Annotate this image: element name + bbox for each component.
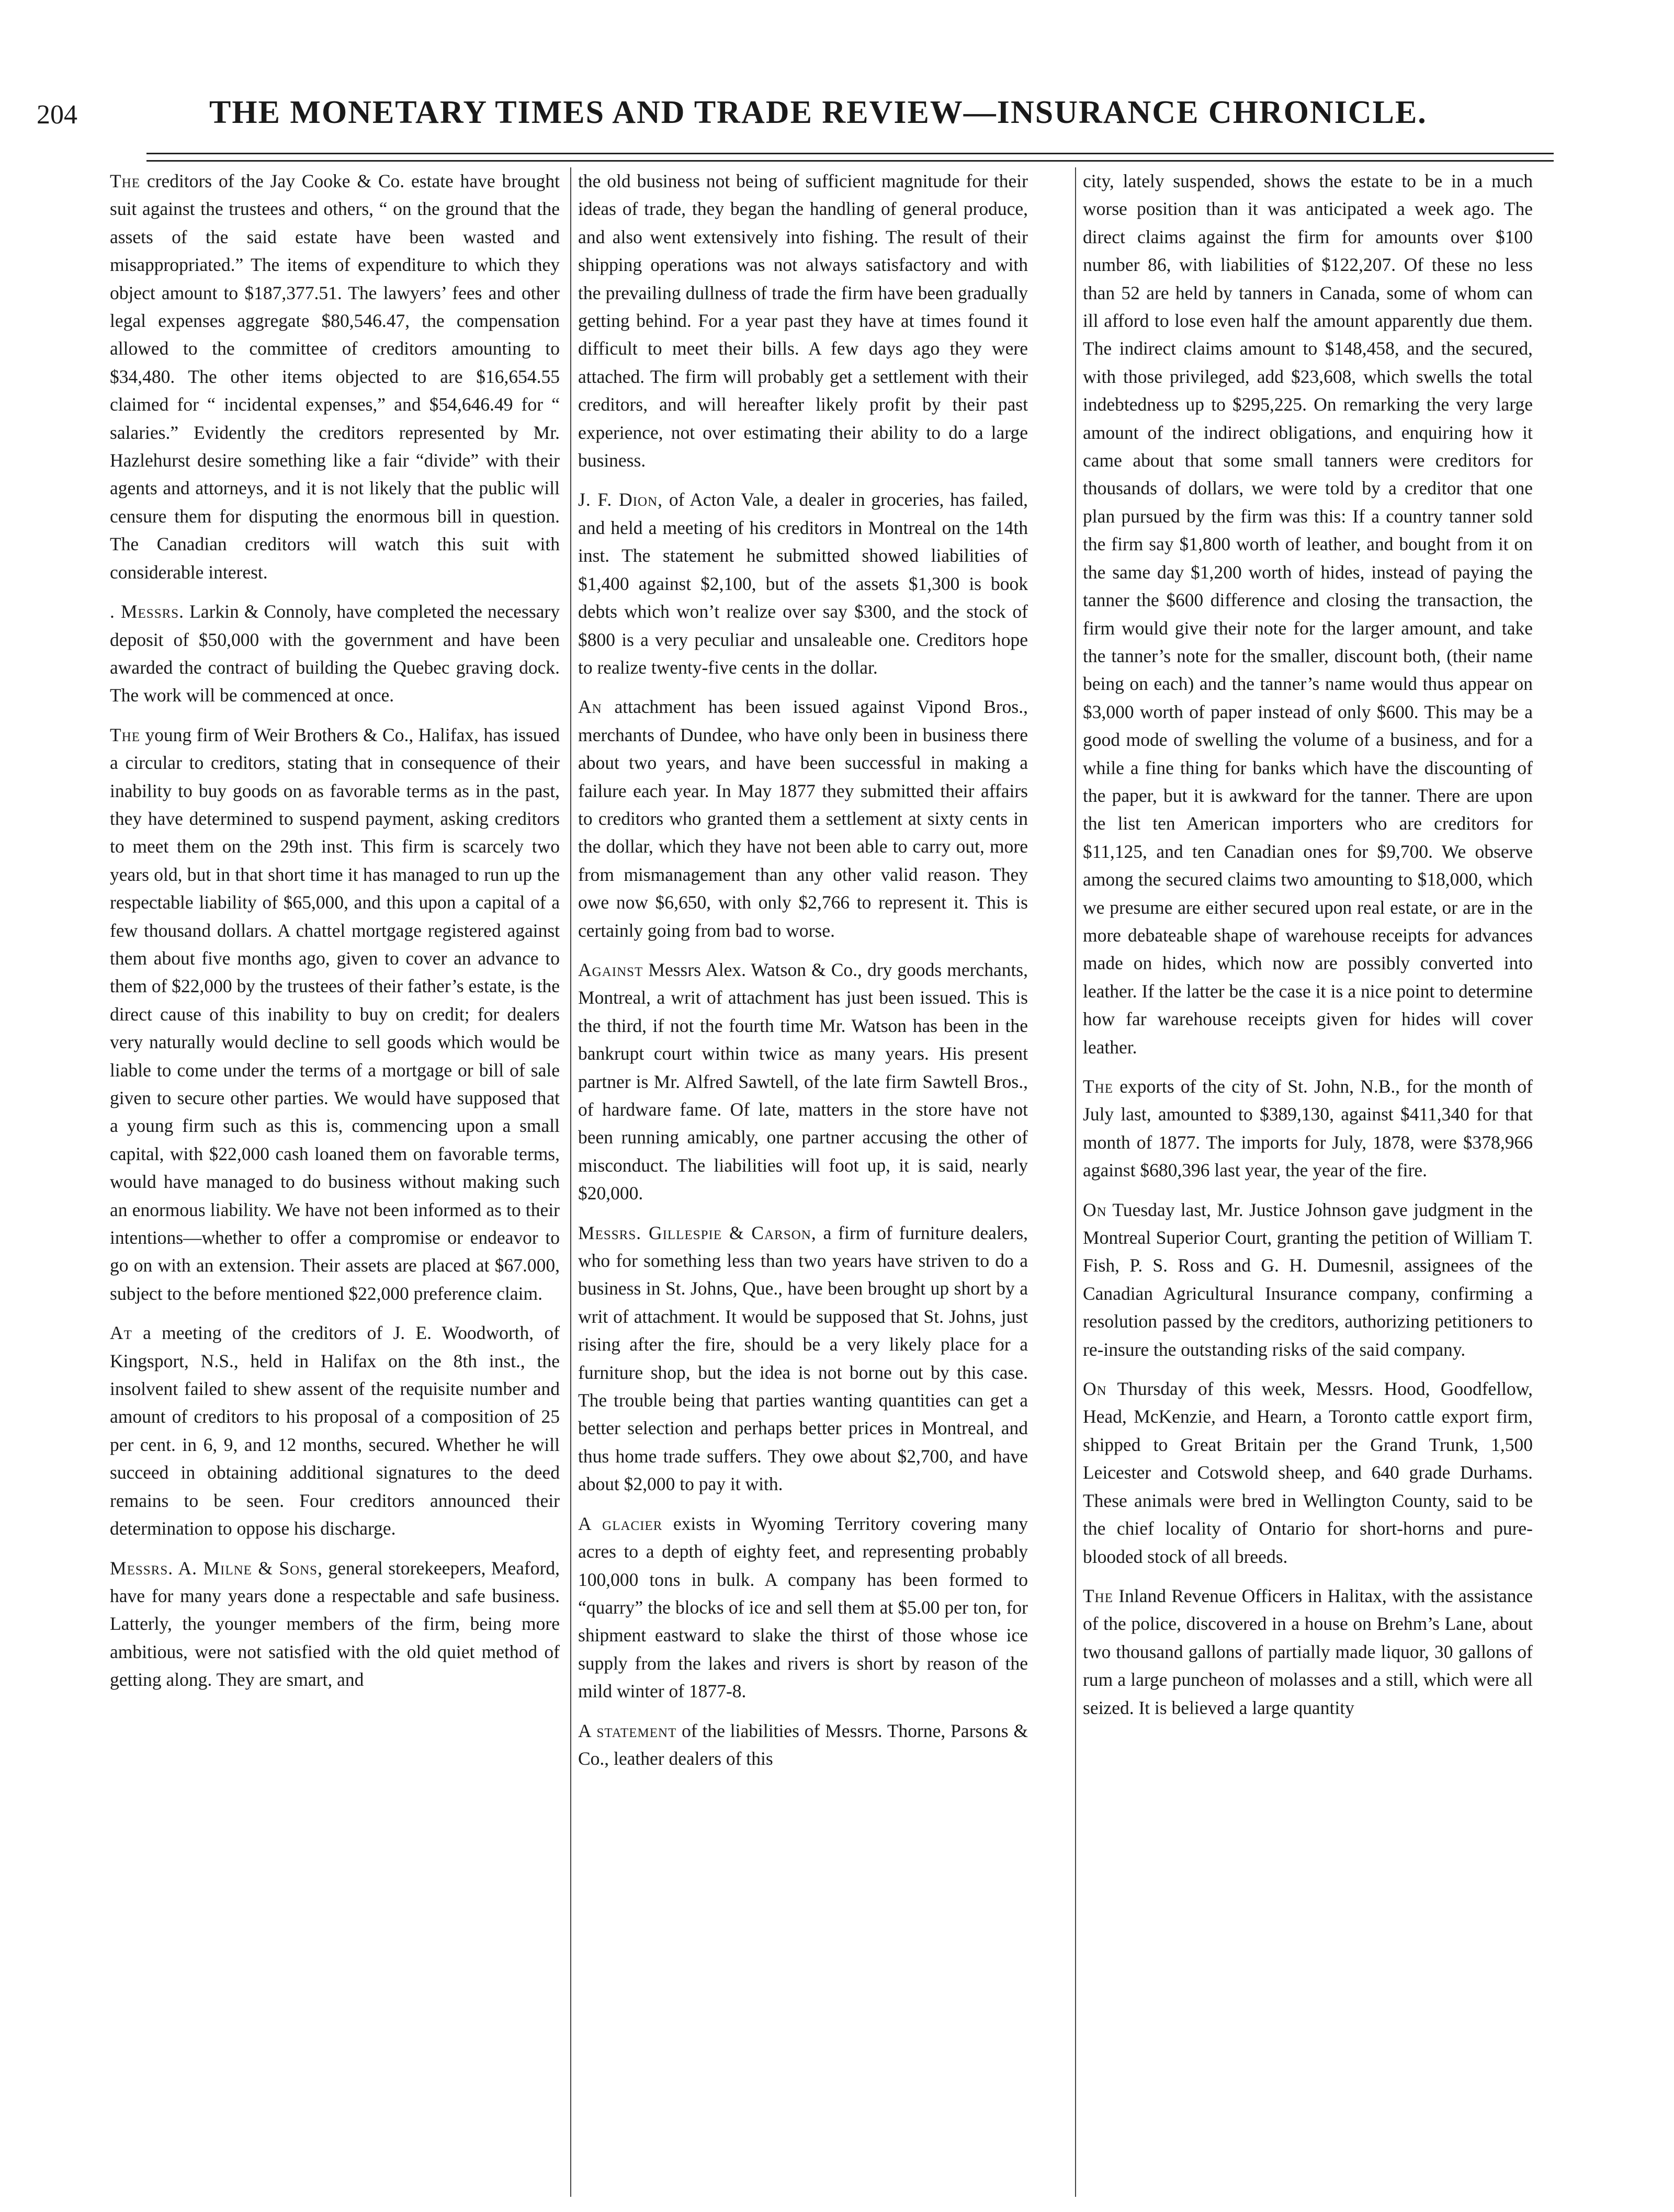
page-title: THE MONETARY TIMES AND TRADE REVIEW—INSURANCE CHRONICLE. [209,95,1427,130]
article-text: Thursday of this week, Messrs. Hood, Goodfellow, Head, McKenzie, and Hearn, a Toronto cattle export firm, shipped to Great Britain per the Grand Trunk, 1,500 Leicester and Cotswold sheep, and 640 grade Durhams. These animals were bred in Wellington County, said to be the chief locality of Ontario for short-horns and pure-blooded stock of all breeds. [1083,1378,1533,1567]
article-text: exports of the city of St. John, N.B., for the month of July last, amounted to $389,130, against $411,340 for that month of 1877. The imports for July, 1878, were $378,966 against $680,396 last year, the year of the fire. [1083,1076,1533,1181]
column-divider [570,167,571,2197]
article-text: city, lately suspended, shows the estate to be in a much worse position than it was anticipated a week ago. The direct claims against the firm for amounts over $100 number 86, with liabilities of $122,207. Of these no less than 52 are held by tanners in Canada, some of whom can ill afford to lose even half the amount apparently due them. The indirect claims amount to $148,458, and the secured, with those privileged, add $23,608, which swells the total indebtedness up to $295,225. On remarking the very large amount of the indirect obligations, and enquiring how it came about that some small tanners were creditors for thousands of dollars, we were told by a creditor that one plan pursued by the firm was this: If a country tanner sold the firm say $1,800 worth of leather, and bought from it on the same day $1,200 worth of hides, instead of paying the tanner the $600 difference and closing the transaction, the firm would give their note for the larger amount, and take the tanner’s note for the smaller, discount both, (their name being on each) and the tanner’s name would thus appear on $3,000 worth of paper instead of only $600. This may be a good mode of swelling the volume of a business, and for a while a fine thing for banks which have the discounting of the paper, but it is awkward for the tanner. There are upon the list ten American importers who are creditors for $11,125, and ten Canadian ones for $9,700. We observe among the secured claims two amounting to $18,000, which we presume are either secured upon real estate, or are in the more debateable shape of warehouse receipts for advances made on hides, which now are possibly converted into leather. If the latter be the case it is a nice point to determine how far warehouse receipts given for hides will cover leather. [1083,171,1533,1058]
article [110,1319,560,1542]
article [578,693,1028,945]
article-lead: Against [578,959,643,980]
article-text: Inland Revenue Officers in Halitax, with the assistance of the police, discovered in a house on Brehm’s Lane, about two thousand gallons of partially made liquor, 30 gallons of rum a large puncheon of molasses and a still, which were all seized. It is believed a large quantity [1083,1585,1533,1718]
article [110,721,560,1308]
article-text: Larkin & Connoly, have completed the necessary deposit of $50,000 with the government and have been awarded the contract of building the Quebec graving dock. The work will be commenced at once. [110,601,560,706]
article [1083,1582,1533,1722]
article-lead: At [110,1322,132,1344]
article-text: Messrs Alex. Watson & Co., dry goods merchants, Montreal, a writ of attachment has just been issued. This is the third, if not the fourth time Mr. Watson has been in the bankrupt court within twice as many years. His present partner is Mr. Alfred Sawtell, of the late firm Sawtell Bros., of hardware fame. Of late, matters in the store have not been running amicably, one partner accusing the other of misconduct. The liabilities will foot up, it is said, nearly $20,000. [578,959,1028,1204]
article-text: of Acton Vale, a dealer in groceries, has failed, and held a meeting of his creditors in Montreal on the 14th inst. The statement he submitted showed liabilities of $1,400 against $2,100, but of the assets $1,300 is book debts which won’t realize over say $300, and the stock of $800 is a very peculiar and unsaleable one. Creditors hope to realize twenty-five cents in the dollar. [578,489,1028,678]
column-2 [578,167,1028,2197]
article [110,1555,560,1694]
article [1083,1375,1533,1571]
article [578,956,1028,1208]
article-text: a firm of furniture dealers, who for something less than two years have striven to do a business in St. Johns, Que., have been brought up short by a writ of attachment. It would be supposed that St. Johns, just rising after the fire, should be a very likely place for a furniture shop, but the idea is not borne out by this case. The trouble being that parties wanting quantities can get a better selection and perhaps better prices in Montreal, and thus home trade suffers. They owe about $2,700, and have about $2,000 to pay it with. [578,1222,1028,1495]
article [578,1219,1028,1499]
article-lead: J. F. Dion, [578,489,663,511]
article-lead: The [110,171,141,191]
article-text: the old business not being of sufficient magnitude for their ideas of trade, they began the handling of general produce, and also went extensively into fishing. The result of their shipping operations was not always satisfactory and with the prevailing dullness of trade the firm have been gradually getting behind. For a year past they have at times found it difficult to meet their bills. A few days ago they were attached. The firm will probably get a settlement with their creditors, and will hereafter likely profit by their past experience, not over estimating their ability to do a large business. [578,171,1028,471]
article-lead: On [1083,1378,1107,1400]
article-text: Tuesday last, Mr. Justice Johnson gave judgment in the Montreal Superior Court, granting the petition of William T. Fish, P. S. Ross and G. H. Dumesnil, assignees of the Canadian Agricultural Insurance company, confirming a resolution passed by the creditors, authorizing petitioners to re-insure the outstanding risks of the said company. [1083,1199,1533,1360]
article-text: creditors of the Jay Cooke & Co. estate have brought suit against the trustees and others, “ on the ground that the assets of the said estate have been wasted and misappropriated.” The items of expenditure to which they object amount to $187,377.51. The lawyers’ fees and other legal expenses aggregate $80,546.47, the compensation allowed to the committee of creditors amounting to $34,480. The other items objected to are $16,654.55 claimed for “ incidental expenses,” and $54,646.49 for “ salaries.” Evidently the creditors represented by Mr. Hazlehurst desire something like a fair “divide” with their agents and attorneys, and it is not likely that the public will censure them for disputing the enormous bill in question. The Canadian creditors will watch this suit with considerable interest. [110,171,560,583]
article-text: exists in Wyoming Territory covering many acres to a depth of eighty feet, and representing probably 100,000 tons in bulk. A company has been formed to “quarry” the blocks of ice and sell them at $5.00 per ton, for shipment eastward to slake the thirst of those whose ice supply from the lakes and rivers is short by reason of the mild winter of 1877-8. [578,1513,1028,1702]
article-text: of the liabilities of Messrs. Thorne, Parsons & Co., leather dealers of this [578,1720,1028,1769]
header-rule-bottom [146,160,1554,162]
article [578,167,1028,474]
article [1083,167,1533,1061]
page-number: 204 [37,100,77,130]
article-text: attachment has been issued against Vipond Bros., merchants of Dundee, who have only been in business there about two years, and have been successful in making a failure each year. In May 1877 they submitted their affairs to creditors who granted them a settlement at sixty cents in the dollar, which they have not been able to carry out, more from mismanagement than any other valid reason. They owe now $6,650, with only $2,766 to represent it. This is certainly going from bad to worse. [578,696,1028,941]
article [110,167,560,586]
article-lead: A statement [578,1720,677,1741]
article-lead: . Messrs. [110,601,185,622]
article [578,1717,1028,1773]
article [578,1510,1028,1706]
article-lead: The [110,724,141,745]
column-divider [1075,167,1076,2197]
page-header [37,94,1554,141]
article-lead: An [578,696,602,718]
article-lead: The [1083,1076,1114,1097]
article [578,486,1028,682]
article-lead: Messrs. Gillespie & Carson, [578,1222,817,1243]
article-lead: The [1083,1585,1114,1606]
article [110,598,560,710]
article-text: a meeting of the creditors of J. E. Woodworth, of Kingsport, N.S., held in Halifax on the 8th inst., the insolvent failed to shew assent of the requisite number and amount of creditors to his proposal of a composition of 25 per cent. in 6, 9, and 12 months, secured. Whether he will succeed in obtaining additional signatures to the deed remains to be seen. Four creditors announced their determination to oppose his discharge. [110,1322,560,1539]
article-lead: A glacier [578,1513,663,1534]
article-text: young firm of Weir Brothers & Co., Halifax, has issued a circular to creditors, stating that in consequence of their inability to buy goods on as favorable terms as in the past, they have determined to suspend payment, asking creditors to meet them on the 29th inst. This firm is scarcely two years old, but in that short time it has managed to run up the respectable liability of $65,000, and this upon a capital of a few thousand dollars. A chattel mortgage registered against them about five months ago, given to cover an advance to them of $22,000 by the trustees of their father’s estate, is the direct cause of this inability to buy on credit; for dealers very naturally would decline to sell goods which would be liable to come under the terms of a mortgage or bill of sale given to secure other parties. We would have supposed that a young firm such as this is, commencing upon a small capital, with $22,000 cash loaned them on favorable terms, would have managed to do business without making such an enormous liability. We have not been informed as to their intentions—whether to offer a compromise or endeavor to go on with an extension. Their assets are placed at $67.000, subject to the before mentioned $22,000 preference claim. [110,724,560,1304]
article-lead: On [1083,1199,1107,1220]
article-lead: Messrs. A. Milne & Sons, [110,1557,323,1579]
column-1 [110,167,560,2197]
article [1083,1073,1533,1185]
article-text: general storekeepers, Meaford, have for many years done a respectable and safe business. Latterly, the younger members of the firm, being more ambitious, were not satisfied with the old quiet method of getting along. They are smart, and [110,1557,560,1691]
article [1083,1196,1533,1364]
header-rule-top [146,153,1554,154]
column-3 [1083,167,1533,2197]
